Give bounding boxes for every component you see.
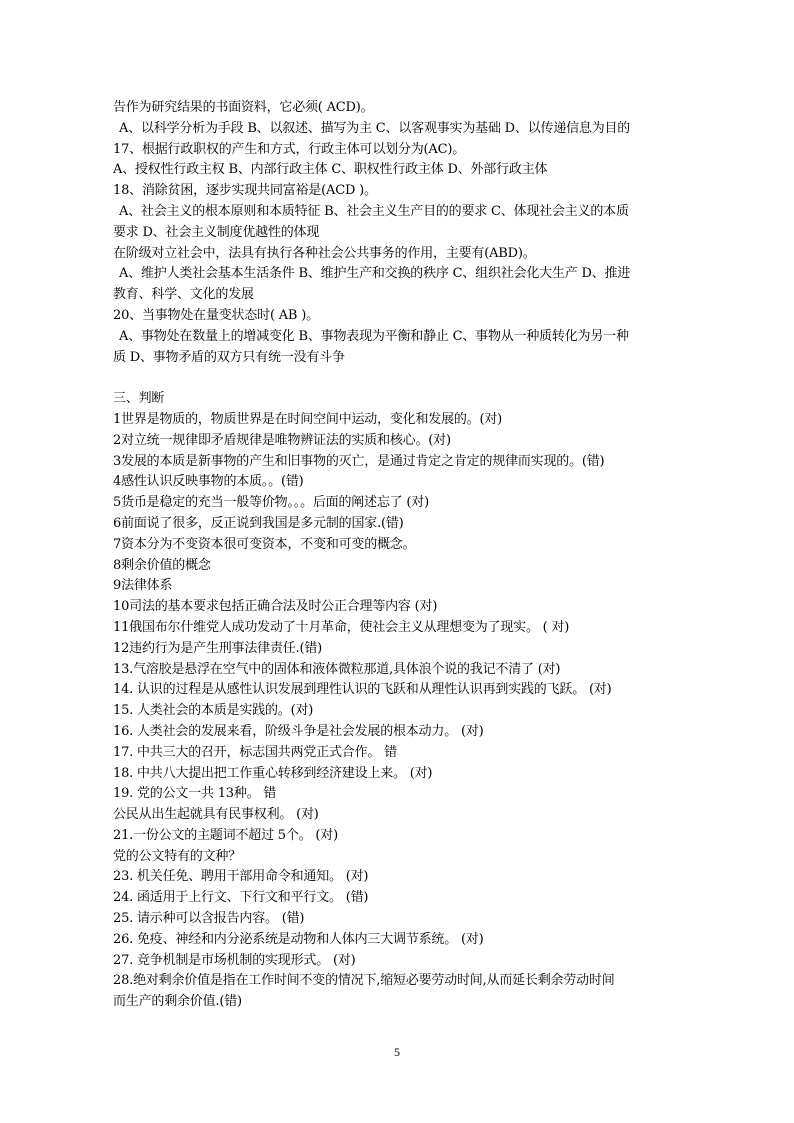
judgment-item: 1世界是物质的，物质世界是在时间空间中运动，变化和发展的。(对) [113,411,503,427]
judgment-item: 27. 竞争机制是市场机制的实现形式。 (对) [113,952,356,968]
question-text: 告作为研究结果的书面资料，它必须( ACD)。 [113,100,374,115]
judgment-item: 15. 人类社会的本质是实践的。(对) [113,703,314,719]
judgment-item: 14. 认识的过程是从感性认识发展到理性认识的飞跃和从理性认识再到实践的飞跃。 (对) [113,682,612,698]
judgment-item-continued: 而生产的剩余价值.(错) [113,994,242,1010]
judgment-item: 24. 函适用于上行文、下行文和平行文。 (错) [113,890,369,906]
judgment-item: 13.气溶胶是悬浮在空气中的固体和液体微粒那道,具体浪个说的我记不清了 (对) [113,661,561,677]
judgment-item: 21.一份公文的主题词不超过 5个。 (对) [113,827,338,843]
answer-options: A、以科学分析为手段 B、以叙述、描写为主 C、以客观事实为基础 D、以传递信息为目的 [119,120,631,136]
question-text: 17、根据行政职权的产生和方式，行政主体可以划分为(AC)。 [113,141,466,157]
judgment-item: 3发展的本质是新事物的产生和旧事物的灭亡，是通过肯定之肯定的规律而实现的。(错) [113,453,605,469]
judgment-item: 16. 人类社会的发展来看，阶级斗争是社会发展的根本动力。 (对) [113,723,484,739]
judgment-item: 党的公文特有的文种？ [113,848,242,864]
question-text: 在阶级对立社会中，法具有执行各种社会公共事务的作用，主要有(ABD)。 [113,245,536,261]
answer-options-continued: 要求 D、社会主义制度优越性的体现 [113,224,320,240]
judgment-item: 8剩余价值的概念 [113,557,211,573]
judgment-item: 5货币是稳定的充当一般等价物。。。后面的阐述忘了 (对) [113,495,429,511]
judgment-item: 18. 中共八大提出把工作重心转移到经济建设上来。 (对) [113,765,433,781]
answer-options-continued: 教育、科学、文化的发展 [113,287,254,303]
question-text: 20、当事物处在量变状态时( AB )。 [113,307,319,323]
page-number: 5 [394,1045,400,1059]
judgment-item: 9法律体系 [113,578,173,594]
multiple-choice-section [113,98,673,368]
judgment-item: 12违约行为是产生刑事法律责任.(错) [113,640,323,656]
answer-options: A、授权性行政主权 B、内部行政主体 C、职权性行政主体 D、外部行政主体 [113,162,548,178]
judgment-section [113,389,673,1013]
judgment-item: 26. 免疫、神经和内分泌系统是动物和人体内三大调节系统。 (对) [113,931,484,947]
answer-options: A、事物处在数量上的增减变化 B、事物表现为平衡和静止 C、事物从一种质转化为另一种 [119,328,629,344]
judgment-item: 23. 机关任免、聘用干部用命令和通知。 (对) [113,869,369,885]
section-gap [113,368,673,389]
section-heading: 三、判断 [113,391,165,407]
answer-options: A、社会主义的根本原则和本质特征 B、社会主义生产目的的要求 C、体现社会主义的本质 [119,203,629,219]
judgment-item: 19. 党的公文一共 13种。 错 [113,786,277,802]
page-body [113,98,673,1013]
answer-options-continued: 质 D、事物矛盾的双方只有统一没有斗争 [113,349,345,365]
judgment-item: 2对立统一规律即矛盾规律是唯物辨证法的实质和核心。(对) [113,432,451,448]
judgment-item: 7资本分为不变资本很可变资本，不变和可变的概念。 [113,536,416,552]
judgment-item: 4感性认识反映事物的本质。。(错) [113,474,304,490]
answer-options: A、维护人类社会基本生活条件 B、维护生产和交换的秩序 C、组织社会化大生产 D、推进 [119,266,631,282]
judgment-item: 6前面说了很多，反正说到我国是多元制的国家.(错) [113,515,404,531]
judgment-item: 11俄国布尔什维党人成功发动了十月革命，使社会主义从理想变为了现实。 ( 对) [113,619,570,635]
judgment-item: 公民从出生起就具有民事权利。 (对) [113,807,319,823]
judgment-item: 25. 请示种可以含报告内容。 (错) [113,911,305,927]
judgment-item: 28.绝对剩余价值是指在工作时间不变的情况下,缩短必要劳动时间,从而延长剩余劳动时间 [113,973,615,989]
question-text: 18、消除贫困，逐步实现共同富裕是(ACD )。 [113,183,377,199]
judgment-item: 10司法的基本要求包括正确合法及时公正合理等内容 (对) [113,599,438,615]
judgment-item: 17. 中共三大的召开，标志国共两党正式合作。 错 [113,744,397,760]
